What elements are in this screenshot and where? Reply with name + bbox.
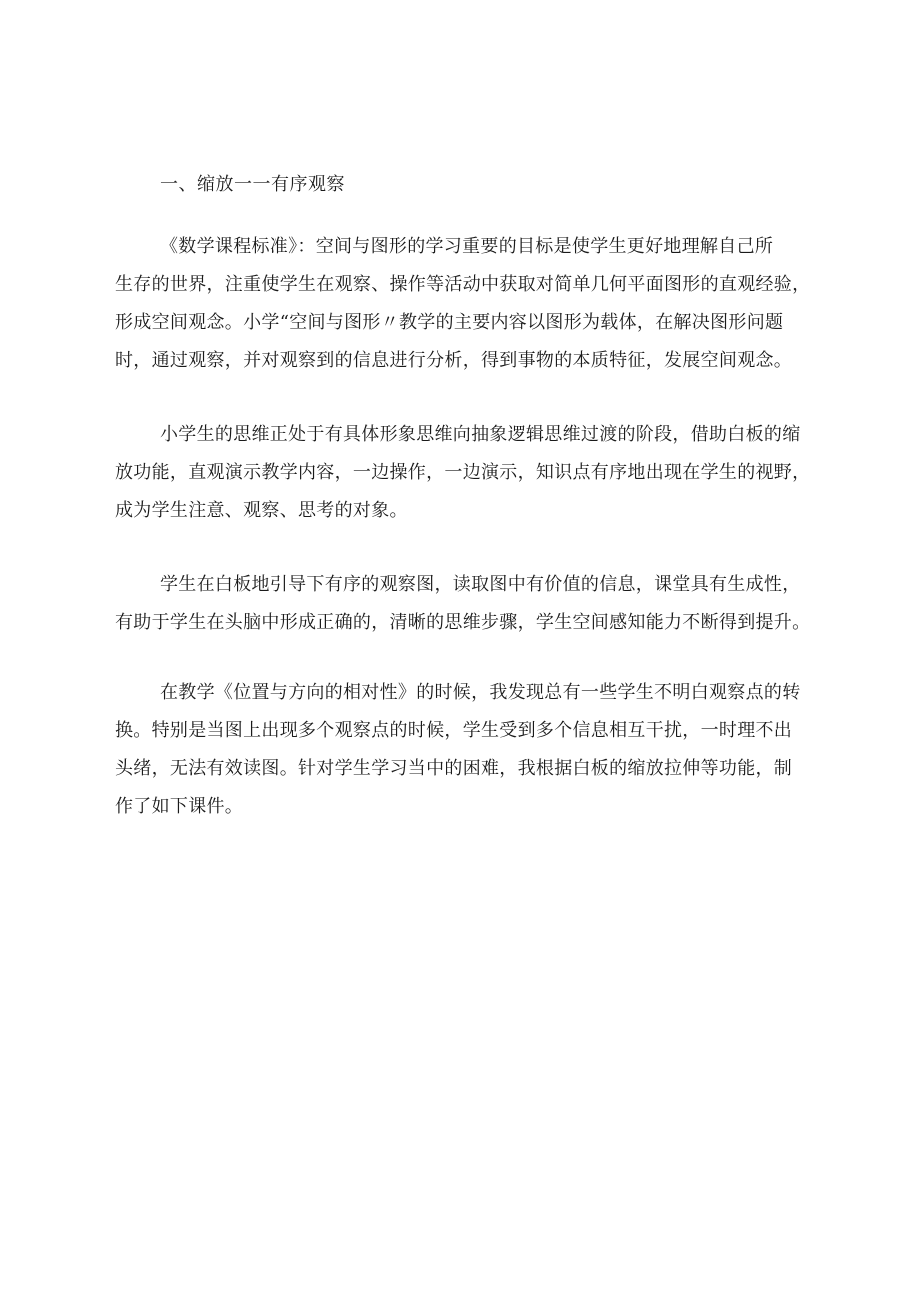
paragraph-line: 小学生的思维正处于有具体形象思维向抽象逻辑思维过渡的阶段，借助白板的缩 [160, 424, 801, 445]
paragraph-teaching-example [115, 674, 805, 826]
paragraph-line: 头绪，无法有效读图。针对学生学习当中的困难，我根据白板的缩放拉伸等功能，制 [115, 758, 793, 779]
paragraph-curriculum-standard [115, 228, 811, 380]
paragraph-line: 时，通过观察，并对观察到的信息进行分析，得到事物的本质特征，发展空间观念。 [115, 350, 793, 371]
paragraph-line: 生存的世界，注重使学生在观察、操作等活动中获取对简单几何平面图形的直观经验， [115, 274, 811, 295]
paragraph-line: 学生在白板地引导下有序的观察图，读取图中有价值的信息，课堂具有生成性， [160, 574, 801, 595]
paragraph-whiteboard-guidance [115, 566, 811, 642]
section-heading: 一、缩放一一有序观察 [160, 174, 345, 195]
paragraph-line: 换。特别是当图上出现多个观察点的时候，学生受到多个信息相互干扰，一时理不出 [115, 720, 793, 741]
paragraph-line: 形成空间观念。小学“空间与图形〃教学的主要内容以图形为载体，在解决图形问题 [115, 312, 784, 333]
paragraph-line: 《数学课程标准》：空间与图形的学习重要的目标是使学生更好地理解自己所 [160, 236, 774, 257]
paragraph-line: 放功能，直观演示教学内容，一边操作，一边演示，知识点有序地出现在学生的视野， [115, 462, 811, 483]
paragraph-line: 作了如下课件。 [115, 796, 244, 817]
paragraph-student-thinking [115, 416, 811, 530]
paragraph-line: 有助于学生在头脑中形成正确的，清晰的思维步骤，学生空间感知能力不断得到提升。 [115, 612, 811, 633]
paragraph-line: 成为学生注意、观察、思考的对象。 [115, 500, 408, 521]
paragraph-line: 在教学《位置与方向的相对性》的时候，我发现总有一些学生不明白观察点的转 [160, 682, 801, 703]
